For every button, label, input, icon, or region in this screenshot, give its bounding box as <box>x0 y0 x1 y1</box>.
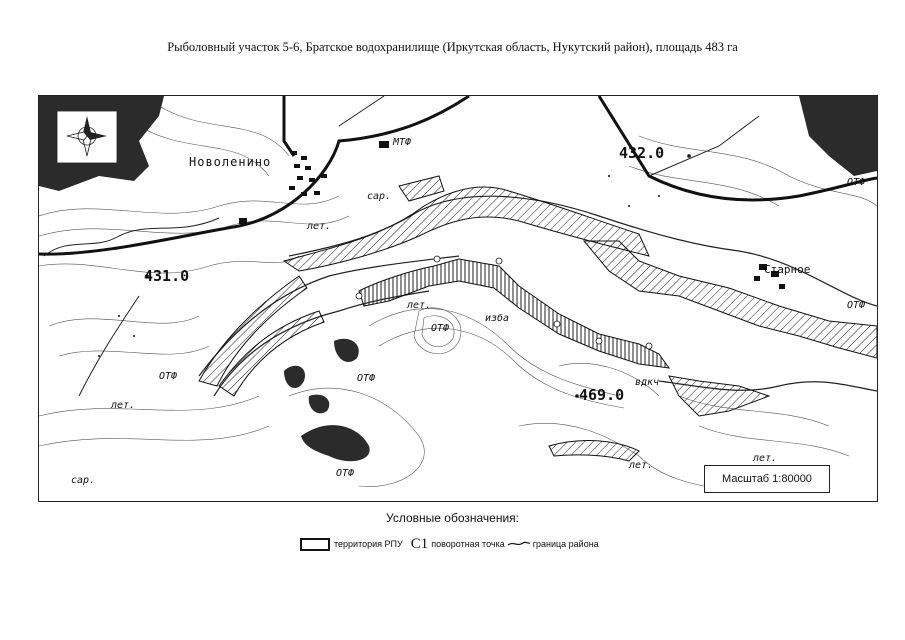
boundary-line-icon <box>508 539 530 549</box>
legend-title: Условные обозначения: <box>386 511 519 525</box>
label-mtf: МТФ <box>393 137 412 148</box>
label-vdkch: вдкч <box>635 377 660 388</box>
label-otf-3: ОТФ <box>431 323 450 334</box>
map-panel <box>38 95 878 502</box>
page-title: Рыболовный участок 5-6, Братское водохранилище (Иркутская область, Нукутский район), площадь 483 га <box>167 40 738 54</box>
label-sar-1: сар. <box>367 191 392 202</box>
label-otf-4: ОТФ <box>336 468 355 479</box>
legend-boundary: граница района <box>532 539 599 549</box>
compass-icon <box>57 111 117 163</box>
label-let-4: лет. <box>629 460 654 471</box>
height-431: 431.0 <box>144 267 190 285</box>
place-novolenino: Новоленино <box>189 155 272 169</box>
scale-box: Масштаб 1:80000 <box>704 465 830 493</box>
label-let-5: лет. <box>753 453 778 464</box>
label-let-3: лет. <box>407 300 432 311</box>
label-sar-2: сар. <box>71 475 96 486</box>
label-otf-6: ОТФ <box>847 177 866 188</box>
fishing-zone <box>199 176 877 461</box>
map-canvas <box>39 96 877 501</box>
label-let-2: лет. <box>111 400 136 411</box>
height-432: 432.0 <box>619 144 665 162</box>
label-otf-2: ОТФ <box>357 373 376 384</box>
label-let-1: лет. <box>307 221 332 232</box>
legend-point: поворотная точка <box>431 539 505 549</box>
label-otf-1: ОТФ <box>159 371 178 382</box>
place-starnoe: Старное <box>764 263 811 276</box>
legend-territory: территория РПУ <box>334 539 403 549</box>
legend <box>300 536 599 552</box>
label-izba: изба <box>485 313 510 324</box>
roads <box>39 96 877 254</box>
label-otf-5: ОТФ <box>847 300 866 311</box>
turning-point-symbol: C1 <box>410 535 429 552</box>
height-469: 469.0 <box>579 386 625 404</box>
territory-swatch-icon <box>300 538 330 551</box>
